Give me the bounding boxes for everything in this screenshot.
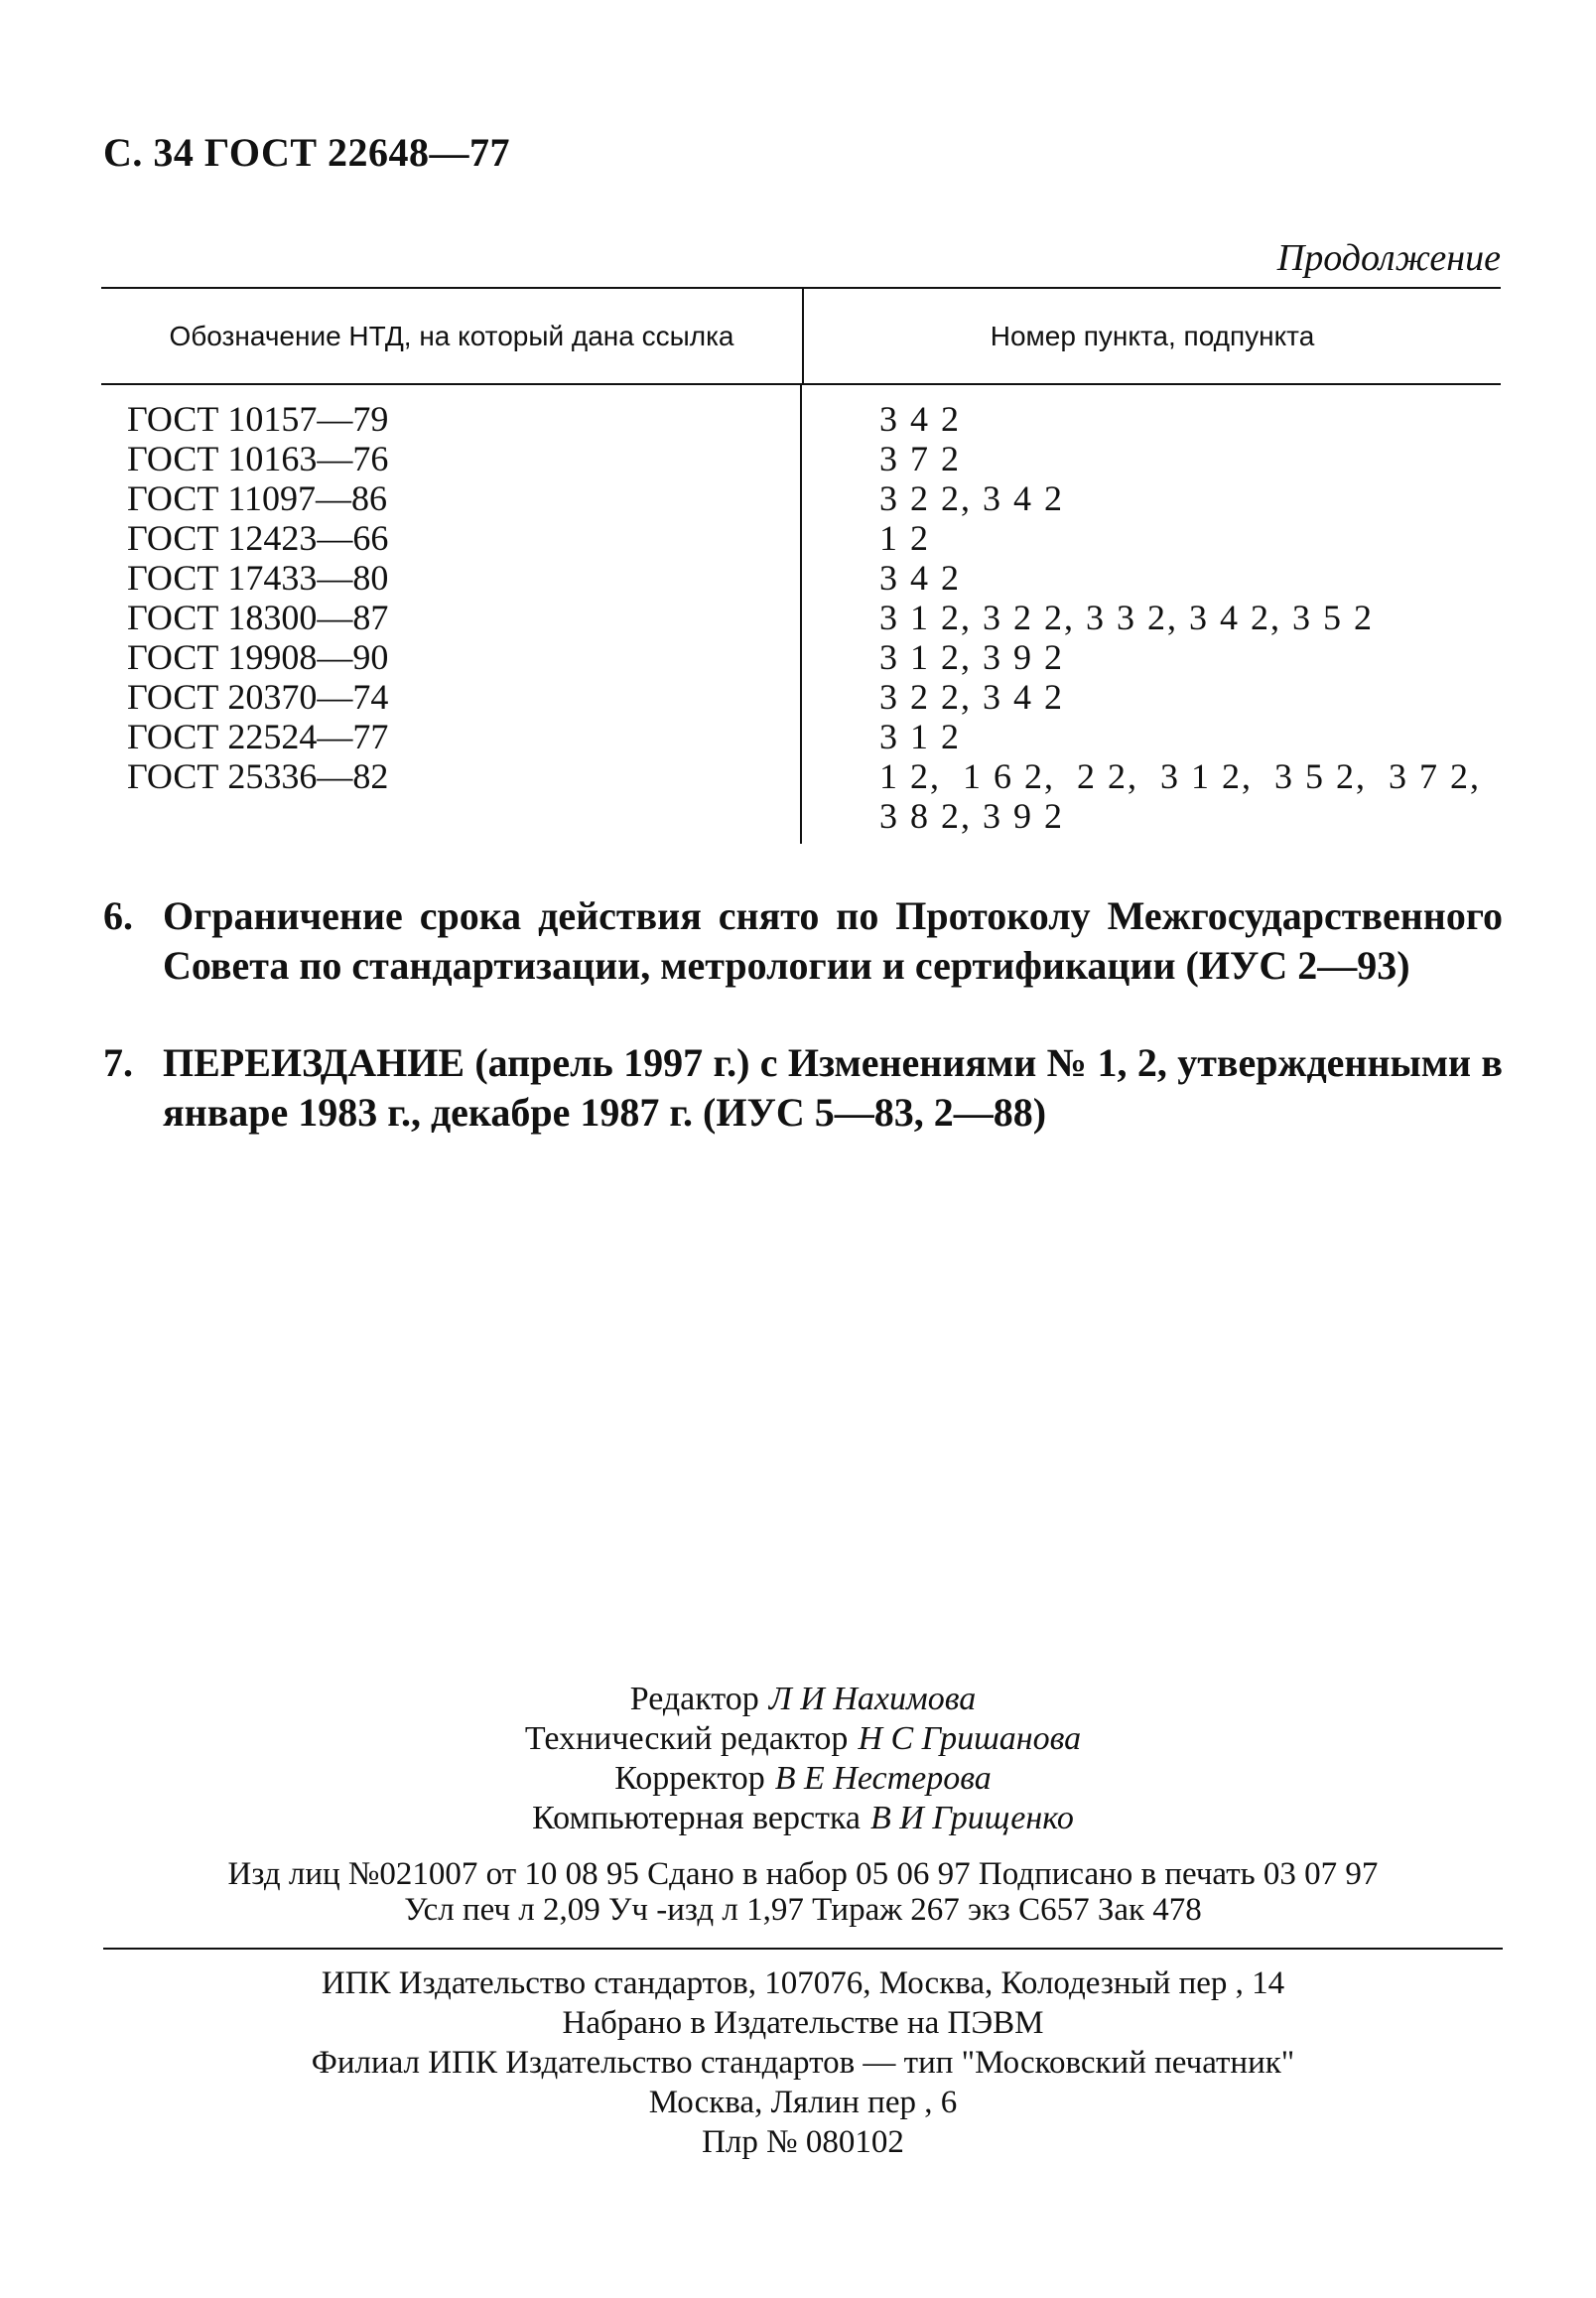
table-cell-document: ГОСТ 22524—77 [127, 717, 389, 756]
page-header: С. 34 ГОСТ 22648—77 [103, 130, 511, 175]
credit-name: В Е Нестерова [774, 1760, 992, 1797]
table-cell-document: ГОСТ 25336—82 [127, 756, 389, 796]
imprint-line: Усл печ л 2,09 Уч -изд л 1,97 Тираж 267 экз С657 Зак 478 [404, 1892, 1202, 1928]
table-cell-document: ГОСТ 12423—66 [127, 518, 389, 558]
table-cell-spacer [127, 796, 800, 836]
credits-block [103, 1680, 1503, 1838]
reference-table [101, 287, 1501, 844]
table-cell-clause: 1 2, 1 6 2, 2 2, 3 1 2, 3 5 2, 3 7 2, 3 8 2, 3 9 2 [879, 756, 1481, 836]
publisher-line: Филиал ИПК Издательство стандартов — тип "Московский печатник" [311, 2045, 1295, 2081]
credit-tech-editor [103, 1719, 1503, 1759]
credit-layout [103, 1799, 1503, 1838]
table-cell-clause: 3 2 2, 3 4 2 [879, 677, 1064, 717]
credit-name: В И Грищенко [870, 1800, 1074, 1836]
imprint-block [103, 1856, 1503, 1928]
table-cell-clause: 1 2 [879, 518, 930, 558]
table-cell-document: ГОСТ 17433—80 [127, 558, 389, 598]
document-column [101, 385, 802, 844]
note-item [103, 1038, 1503, 1138]
credit-proofreader [103, 1759, 1503, 1799]
table-cell-document: ГОСТ 18300—87 [127, 598, 389, 637]
table-cell-clause: 3 7 2 [879, 439, 961, 478]
note-text: Ограничение срока действия снято по Протоколу Межгосударственного Совета по стандартизации, метрологии и сертификации (ИУС 2—93) [163, 893, 1503, 988]
table-cell-document: ГОСТ 10163—76 [127, 439, 389, 478]
credit-name: Л И Нахимова [768, 1681, 977, 1717]
table-header-row [101, 289, 1501, 385]
publisher-line: Плр № 080102 [702, 2124, 904, 2160]
credit-role: Редактор [629, 1681, 759, 1717]
credit-name: Н С Гришанова [858, 1720, 1082, 1757]
credit-editor [103, 1680, 1503, 1719]
table-header-clause: Номер пункта, подпункта [990, 320, 1315, 351]
publisher-line: Москва, Лялин пер , 6 [648, 2085, 958, 2120]
divider [103, 1948, 1503, 1950]
table-body [101, 385, 1501, 844]
credit-role: Компьютерная верстка [532, 1800, 862, 1836]
table-cell-document: ГОСТ 11097—86 [127, 478, 388, 518]
credit-role: Технический редактор [524, 1720, 849, 1757]
credit-role: Корректор [614, 1760, 765, 1797]
table-cell-document: ГОСТ 20370—74 [127, 677, 389, 717]
note-number: 6. [103, 893, 133, 938]
table-cell-clause: 3 1 2, 3 2 2, 3 3 2, 3 4 2, 3 5 2 [879, 598, 1374, 637]
note-number: 7. [103, 1040, 133, 1085]
table-cell-clause: 3 4 2 [879, 558, 961, 598]
notes-section [103, 891, 1503, 1185]
table-cell-document: ГОСТ 10157—79 [127, 399, 389, 439]
note-item [103, 891, 1503, 991]
table-cell-clause: 3 1 2, 3 9 2 [879, 637, 1064, 677]
note-text: ПЕРЕИЗДАНИЕ (апрель 1997 г.) с Изменениями № 1, 2, утвержденными в январе 1983 г., декабре 1987 г. (ИУС 5—83, 2—88) [163, 1040, 1503, 1135]
continuation-label: Продолжение [1276, 237, 1501, 279]
publisher-line: Набрано в Издательстве на ПЭВМ [562, 2005, 1044, 2041]
table-cell-clause: 3 2 2, 3 4 2 [879, 478, 1064, 518]
table-cell-clause: 3 1 2 [879, 717, 961, 756]
imprint-line: Изд лиц №021007 от 10 08 95 Сдано в набор 05 06 97 Подписано в печать 03 07 97 [227, 1856, 1379, 1892]
publisher-line: ИПК Издательство стандартов, 107076, Москва, Колодезный пер , 14 [321, 1965, 1285, 2001]
clause-column [802, 385, 1501, 844]
publisher-block [103, 1963, 1503, 2162]
table-cell-clause: 3 4 2 [879, 399, 961, 439]
table-header-document: Обозначение НТД, на который дана ссылка [101, 289, 804, 383]
table-cell-document: ГОСТ 19908—90 [127, 637, 389, 677]
